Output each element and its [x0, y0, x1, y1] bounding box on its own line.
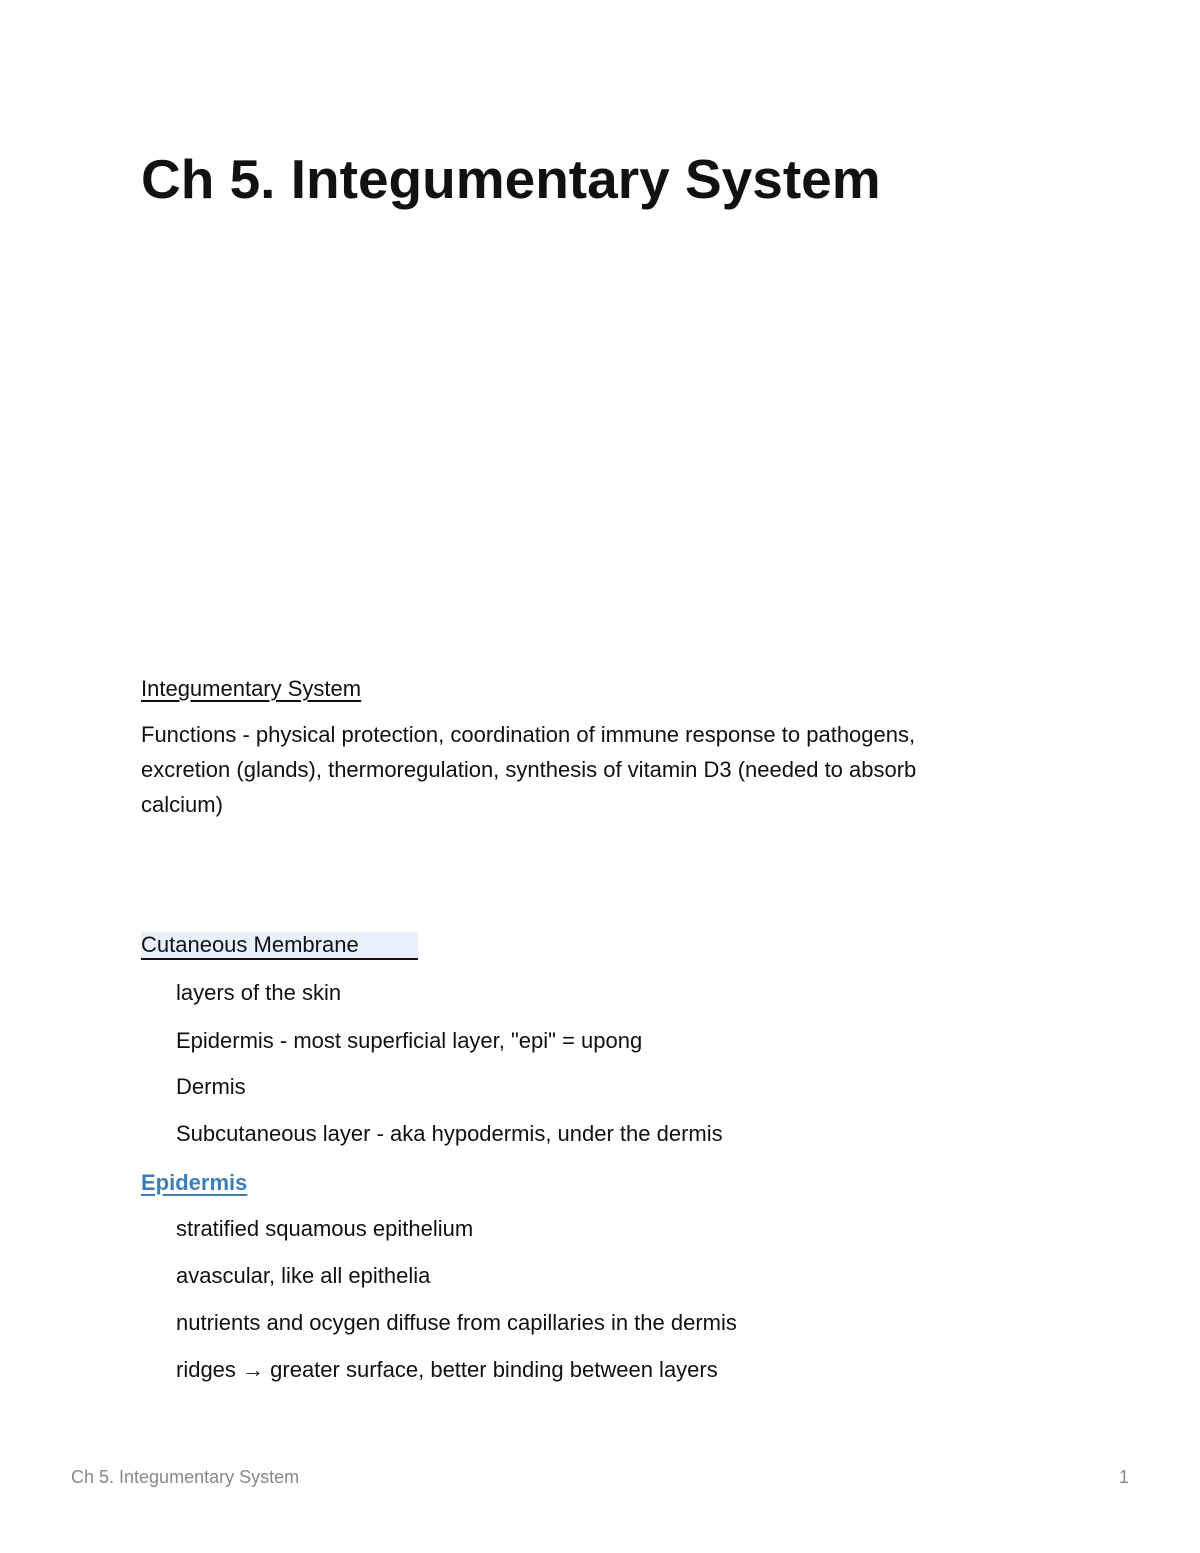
page-number: 1 — [1118, 1467, 1129, 1487]
epidermis-item-avascular: avascular, like all epithelia — [176, 1263, 431, 1288]
epidermis-item-stratified: stratified squamous epithelium — [176, 1216, 474, 1241]
functions-line-1: Functions - physical protection, coordination of immune response to pathogens, — [141, 722, 916, 747]
cutaneous-item-subcutaneous: Subcutaneous layer - aka hypodermis, under the dermis — [176, 1121, 723, 1146]
epidermis-heading: Epidermis — [141, 1170, 248, 1195]
functions-line-3: calcium) — [141, 792, 223, 817]
cutaneous-item-epidermis: Epidermis - most superficial layer, "epi" = upong — [176, 1028, 643, 1053]
page-title: Ch 5. Integumentary System — [141, 148, 881, 210]
cutaneous-heading-highlight — [141, 932, 418, 960]
cutaneous-heading: Cutaneous Membrane — [141, 932, 359, 957]
functions-line-2: excretion (glands), thermoregulation, synthesis of vitamin D3 (needed to absorb — [141, 757, 917, 782]
footer-title: Ch 5. Integumentary System — [71, 1467, 300, 1487]
cutaneous-item-dermis: Dermis — [176, 1074, 246, 1099]
integumentary-heading: Integumentary System — [141, 676, 362, 701]
epidermis-item-ridges: ridges → greater surface, better binding between layers — [176, 1357, 718, 1382]
epidermis-item-nutrients: nutrients and ocygen diffuse from capillaries in the dermis — [176, 1310, 737, 1335]
cutaneous-item-layers: layers of the skin — [176, 980, 342, 1005]
